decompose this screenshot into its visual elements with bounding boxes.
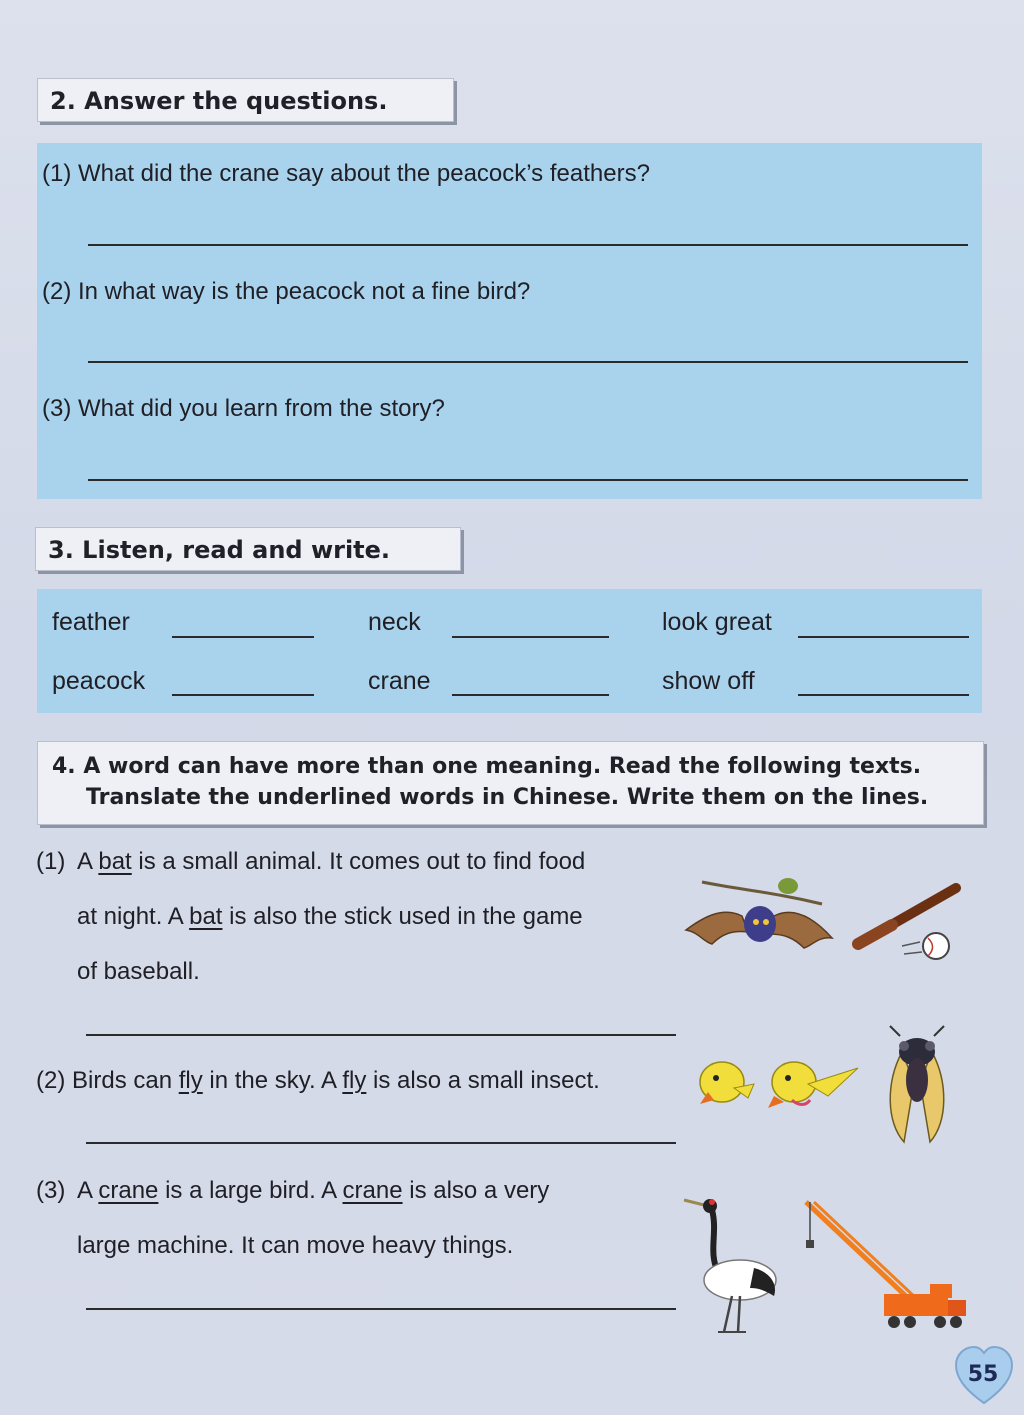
section-3-title: 3. Listen, read and write. <box>48 536 391 564</box>
fly-insect-picture <box>880 1022 954 1146</box>
item-2-answer-line[interactable] <box>86 1142 676 1144</box>
item-3-answer-line[interactable] <box>86 1308 676 1310</box>
word-line-look-great[interactable] <box>798 636 969 638</box>
underlined-fly: fly <box>178 1067 203 1094</box>
underlined-bat: bat <box>98 848 132 875</box>
section-3-header <box>35 527 461 571</box>
answer-line-2[interactable] <box>88 361 968 363</box>
section-4-title-line1: 4. A word can have more than one meaning. Read the following texts. <box>52 754 922 779</box>
underlined-crane: crane <box>98 1177 159 1204</box>
underlined-bat: bat <box>189 903 223 930</box>
item-3-line-2: large machine. It can move heavy things. <box>77 1232 514 1259</box>
question-2: (2) In what way is the peacock not a fine bird? <box>42 278 531 305</box>
item-1-answer-line[interactable] <box>86 1034 676 1036</box>
section-2-header <box>37 78 454 122</box>
item-3-line-1: A crane is a large bird. A crane is also a very <box>77 1177 550 1204</box>
crane-machine-picture <box>800 1196 972 1334</box>
word-line-feather[interactable] <box>172 636 314 638</box>
word-line-show-off[interactable] <box>798 694 969 696</box>
word-line-peacock[interactable] <box>172 694 314 696</box>
item-1-line-2: at night. A bat is also the stick used in the game <box>77 903 583 930</box>
page-number: 55 <box>967 1362 999 1387</box>
word-show-off: show off <box>662 667 755 695</box>
flying-birds-picture <box>688 1044 864 1120</box>
item-3-number: (3) <box>36 1177 66 1204</box>
underlined-crane: crane <box>342 1177 403 1204</box>
word-line-crane[interactable] <box>452 694 609 696</box>
bat-animal-picture <box>682 872 842 956</box>
word-neck: neck <box>368 608 421 636</box>
section-4-header <box>37 741 984 825</box>
answer-line-1[interactable] <box>88 244 968 246</box>
word-line-neck[interactable] <box>452 636 609 638</box>
crane-bird-picture <box>678 1192 782 1338</box>
section-2-title: 2. Answer the questions. <box>50 87 388 115</box>
answer-line-3[interactable] <box>88 479 968 481</box>
word-crane: crane <box>368 667 431 695</box>
baseball-bat-picture <box>852 880 972 966</box>
question-1: (1) What did the crane say about the peacock’s feathers? <box>42 160 650 187</box>
word-feather: feather <box>52 608 130 636</box>
item-2-text: (2) Birds can fly in the sky. A fly is also a small insect. <box>36 1067 600 1094</box>
word-peacock: peacock <box>52 667 146 695</box>
item-1-line-1: A bat is a small animal. It comes out to find food <box>77 848 586 875</box>
question-3: (3) What did you learn from the story? <box>42 395 445 422</box>
underlined-fly: fly <box>342 1067 367 1094</box>
item-1-line-3: of baseball. <box>77 958 200 985</box>
word-look-great: look great <box>662 608 772 636</box>
item-1-number: (1) <box>36 848 66 875</box>
section-4-title-line2: Translate the underlined words in Chinese. Write them on the lines. <box>86 785 929 810</box>
section-2-box <box>37 143 982 499</box>
